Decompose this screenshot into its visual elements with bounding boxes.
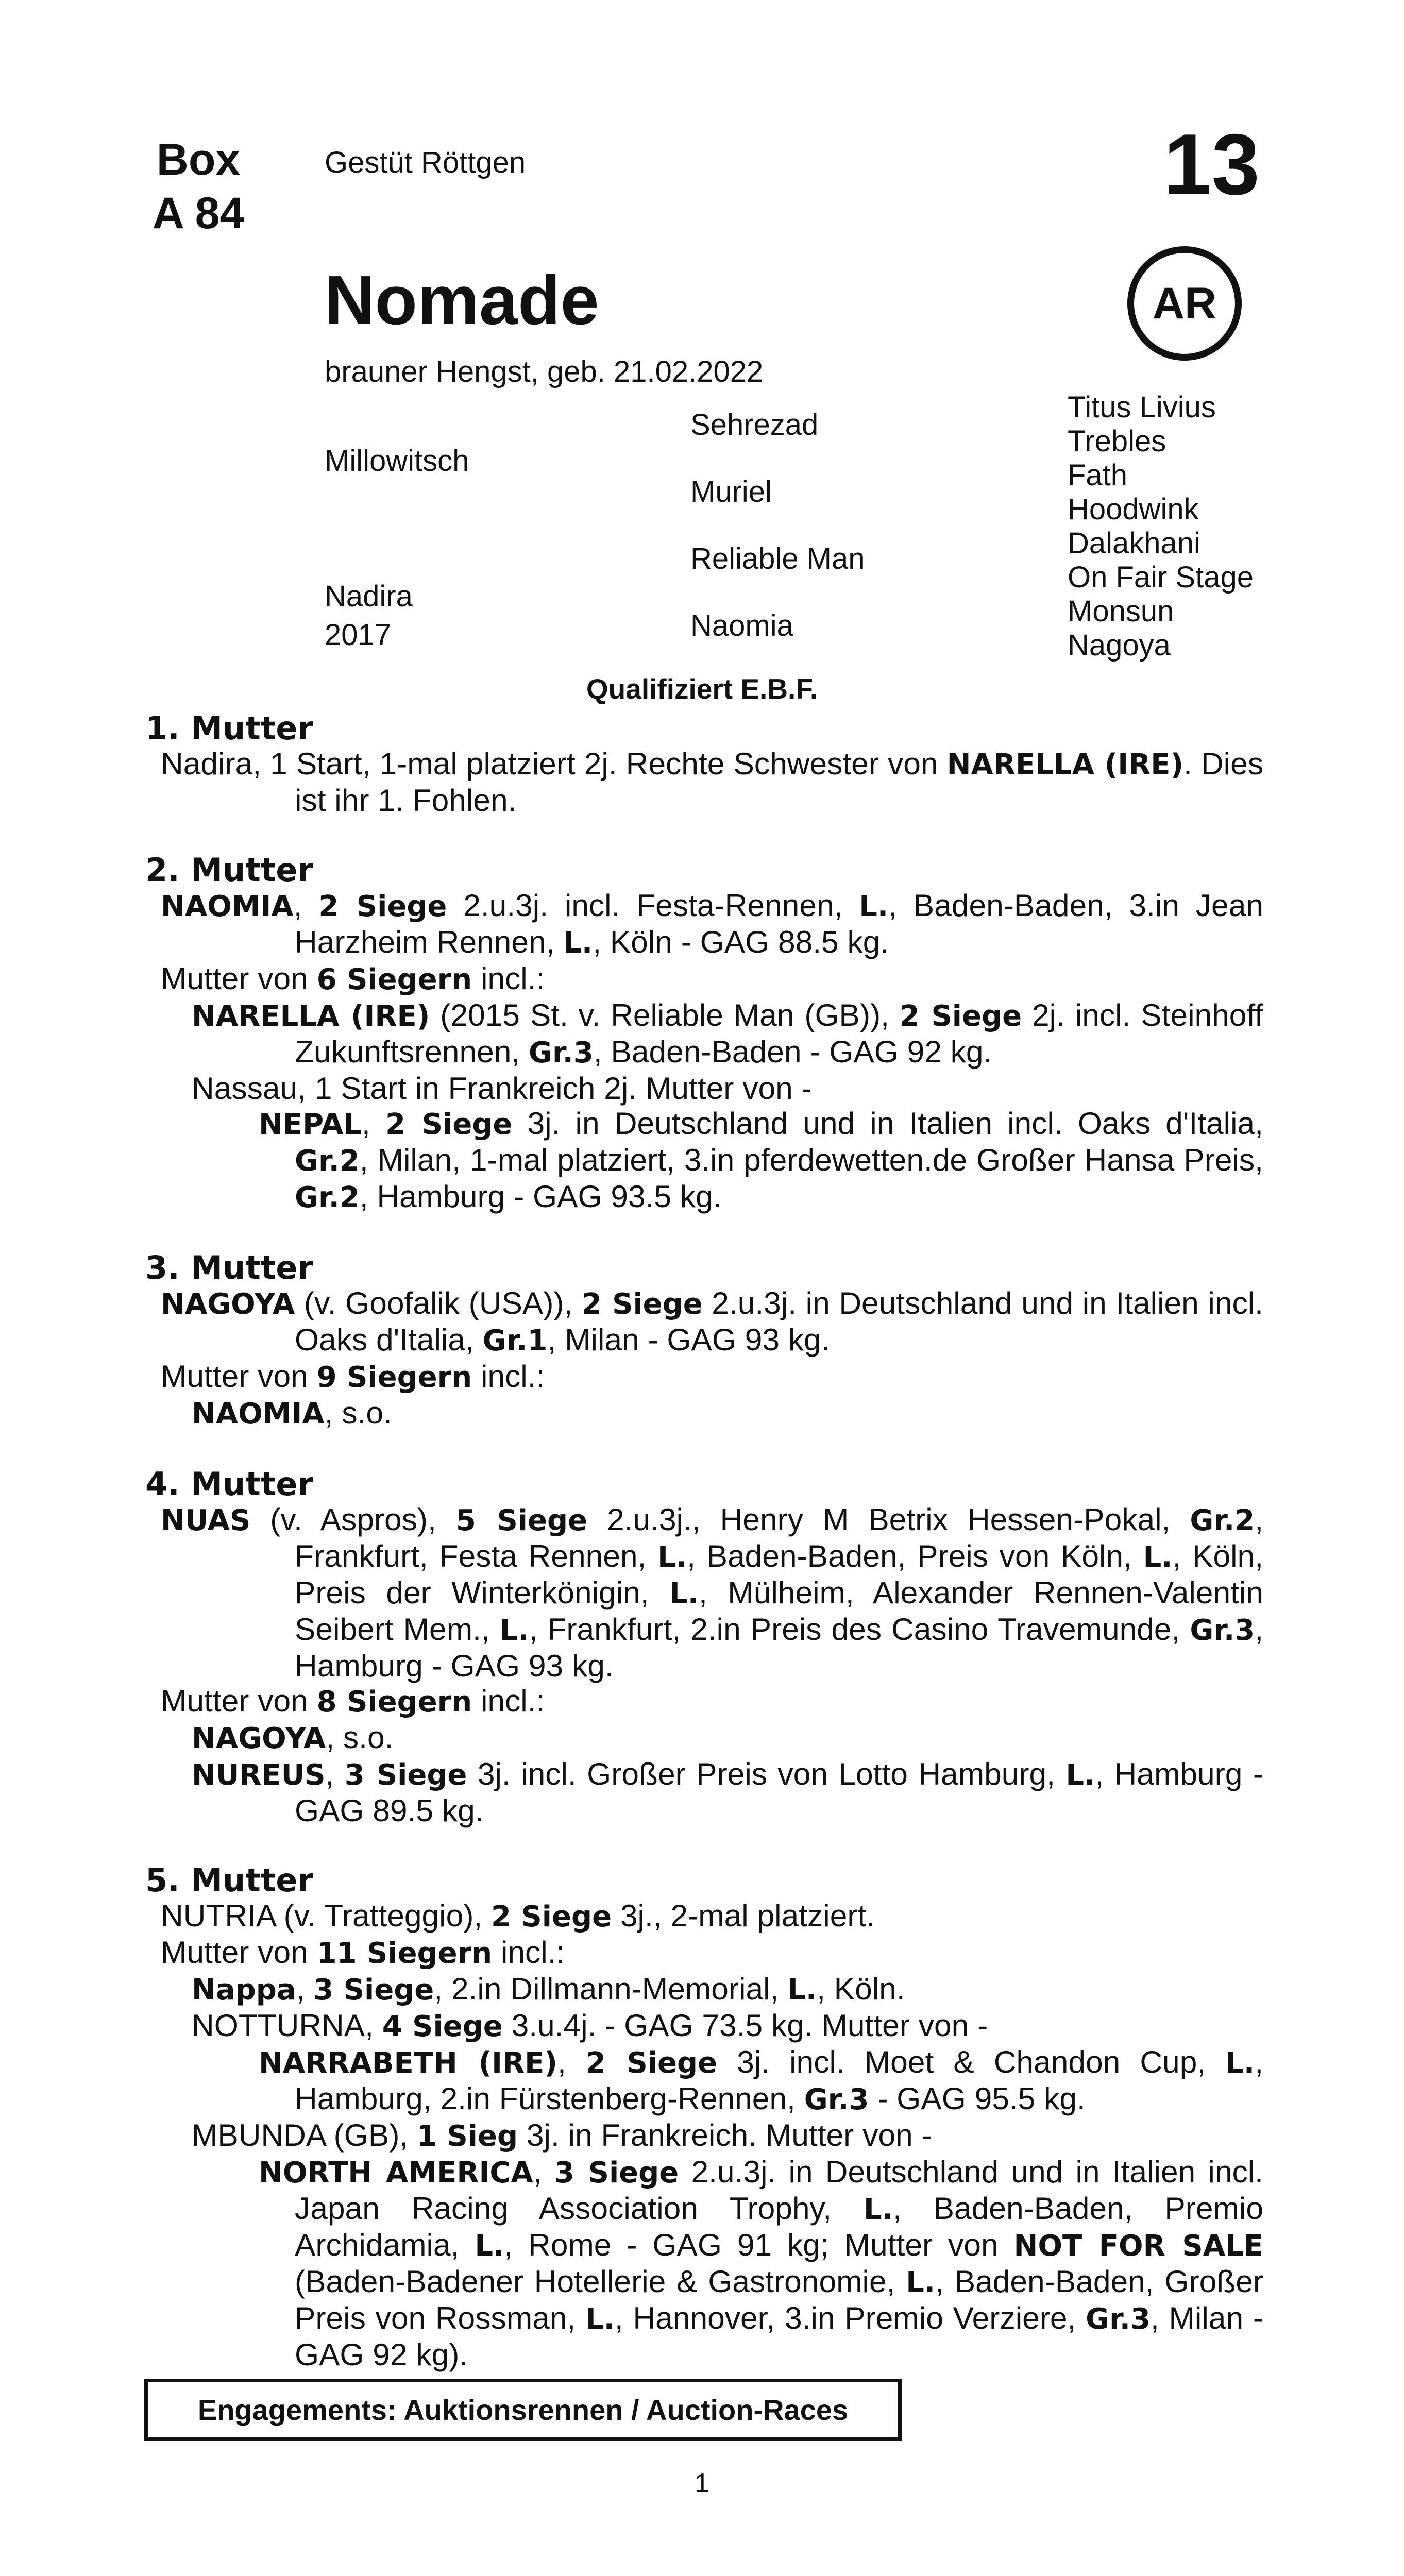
- breeder: Gestüt Röttgen: [325, 146, 526, 179]
- entry: NAGOYA (v. Goofalik (USA)), 2 Siege 2.u.3j. in Deutschland und in Italien incl. Oaks d'Italia, Gr.1, Milan - GAG 93 kg.: [161, 1285, 1263, 1358]
- pedigree-grandparent: Muriel: [690, 475, 772, 509]
- engagements-box: Engagements: Auktionsrennen / Auction-Races: [144, 2379, 902, 2441]
- entry: Mutter von 9 Siegern incl.:: [161, 1359, 545, 1394]
- entry: NUAS (v. Aspros), 5 Siege 2.u.3j., Henry M Betrix Hessen-Pokal, Gr.2, Frankfurt, Festa Rennen, L., Baden-Baden, Preis von Köln, L., Köln, Preis der Winterkönigin, L., Mülheim, Alexander Rennen-Valentin Seibert Mem., L., Frankfurt, 2.in Preis des Casino Travemunde, Gr.3, Hamburg - GAG 93 kg.: [161, 1502, 1264, 1683]
- pedigree-ggp: On Fair Stage: [1068, 561, 1254, 594]
- pedigree-grandparent: Reliable Man: [690, 542, 865, 575]
- pedigree-ggp: Nagoya: [1068, 629, 1171, 662]
- entry: NARRABETH (IRE), 2 Siege 3j. incl. Moet & Chandon Cup, L., Hamburg, 2.in Fürstenberg-Rennen, Gr.3 - GAG 95.5 kg.: [259, 2044, 1263, 2116]
- entry: NUTRIA (v. Tratteggio), 2 Siege 3j., 2-mal platziert.: [161, 1898, 875, 1934]
- entry: NOTTURNA, 4 Siege 3.u.4j. - GAG 73.5 kg. Mutter von -: [192, 2008, 988, 2043]
- pedigree-ggp: Fath: [1068, 459, 1128, 492]
- pedigree-ggp: Titus Livius: [1068, 391, 1216, 424]
- box-number: A 84: [152, 189, 245, 238]
- section-heading: 1. Mutter: [145, 709, 314, 747]
- section-heading: 5. Mutter: [145, 1861, 314, 1899]
- qualification: Qualifiziert E.B.F.: [586, 673, 818, 705]
- pedigree-grandparent: Sehrezad: [690, 408, 819, 442]
- box-title: Box: [156, 135, 241, 184]
- entry: NORTH AMERICA, 3 Siege 2.u.3j. in Deutschland und in Italien incl. Japan Racing Association Trophy, L., Baden-Baden, Premio Archidamia, L., Rome - GAG 91 kg; Mutter von NOT FOR SALE (Baden-Badener Hotellerie & Gastronomie, L., Baden-Baden, Großer Preis von Rossman, L., Hannover, 3.in Premio Verziere, Gr.3, Milan - GAG 92 kg).: [259, 2154, 1264, 2372]
- entry: NAGOYA, s.o.: [192, 1720, 394, 1755]
- entry: NARELLA (IRE) (2015 St. v. Reliable Man (GB)), 2 Siege 2j. incl. Steinhoff Zukunftsrennen, Gr.3, Baden-Baden - GAG 92 kg.: [192, 997, 1263, 1070]
- horse-description: brauner Hengst, geb. 21.02.2022: [325, 355, 764, 388]
- dam-line: [145, 711, 1263, 2372]
- pedigree-grandparent: Naomia: [690, 609, 793, 642]
- pedigree-ggp: Monsun: [1068, 595, 1174, 628]
- pedigree-dam-year: 2017: [325, 618, 392, 652]
- section-heading: 2. Mutter: [145, 851, 314, 889]
- pedigree-sire: Millowitsch: [325, 444, 469, 478]
- entry: NEPAL, 2 Siege 3j. in Deutschland und in Italien incl. Oaks d'Italia, Gr.2, Milan, 1-mal platziert, 3.in pferdewetten.de Großer Hansa Preis, Gr.2, Hamburg - GAG 93.5 kg.: [259, 1106, 1263, 1214]
- entry: Mutter von 8 Siegern incl.:: [161, 1683, 545, 1719]
- lot-number: 13: [1163, 116, 1260, 213]
- pedigree-great-grandparents: [1068, 391, 1254, 663]
- entry: Mutter von 11 Siegern incl.:: [161, 1935, 565, 1970]
- entry: NAOMIA, 2 Siege 2.u.3j. incl. Festa-Rennen, L., Baden-Baden, 3.in Jean Harzheim Rennen, L., Köln - GAG 88.5 kg.: [161, 888, 1263, 960]
- box-label: [129, 133, 268, 240]
- ar-badge: AR: [1127, 246, 1242, 361]
- pedigree-ggp: Trebles: [1068, 425, 1166, 458]
- entry: Nappa, 3 Siege, 2.in Dillmann-Memorial, L., Köln.: [192, 1971, 905, 2007]
- entry: Nassau, 1 Start in Frankreich 2j. Mutter von -: [192, 1071, 812, 1106]
- section-heading: 4. Mutter: [145, 1465, 314, 1503]
- entry: NAOMIA, s.o.: [192, 1395, 392, 1431]
- entry: Nadira, 1 Start, 1-mal platziert 2j. Rechte Schwester von NARELLA (IRE). Dies ist ihr 1. Fohlen.: [161, 746, 1263, 818]
- entry: NUREUS, 3 Siege 3j. incl. Großer Preis von Lotto Hamburg, L., Hamburg - GAG 89.5 kg.: [192, 1756, 1264, 1828]
- entry: Mutter von 6 Siegern incl.:: [161, 961, 545, 996]
- section-heading: 3. Mutter: [145, 1249, 314, 1286]
- pedigree-dam: Nadira: [325, 580, 413, 613]
- entry: MBUNDA (GB), 1 Sieg 3j. in Frankreich. Mutter von -: [192, 2117, 932, 2153]
- horse-name: Nomade: [325, 261, 599, 339]
- page-number: 1: [695, 2468, 709, 2498]
- pedigree-ggp: Dalakhani: [1068, 527, 1200, 560]
- pedigree-ggp: Hoodwink: [1068, 493, 1199, 526]
